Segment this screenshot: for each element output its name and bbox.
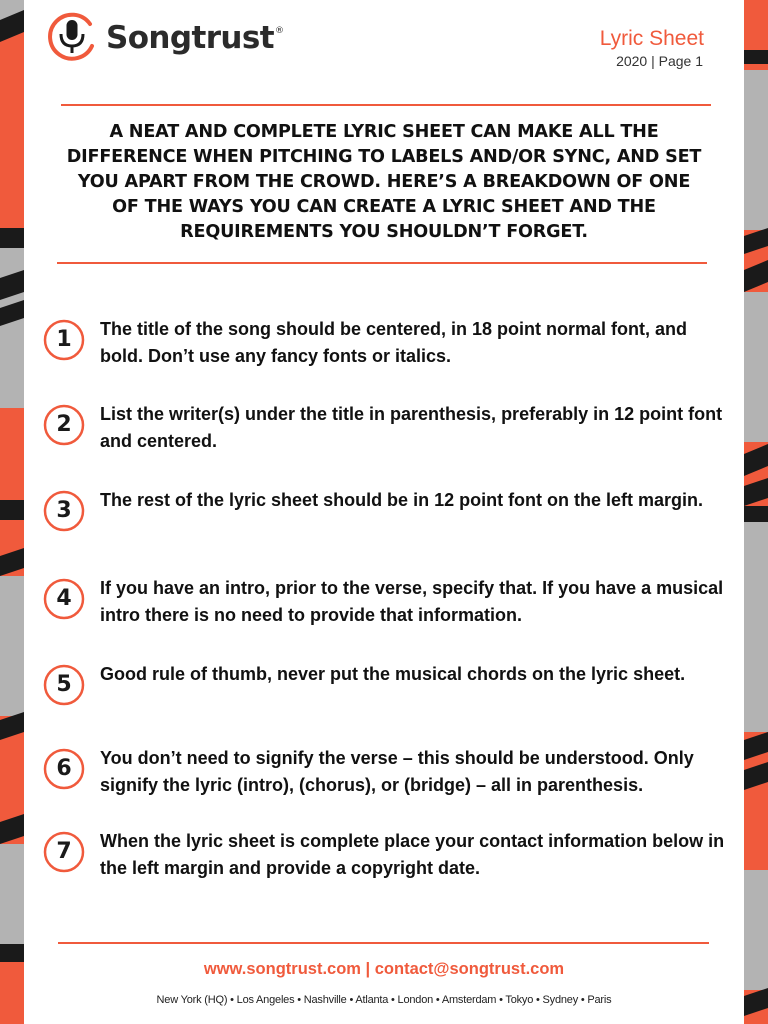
item-text: Good rule of thumb, never put the musical chords on the lyric sheet. (100, 664, 686, 684)
item-text: The rest of the lyric sheet should be in 12 point font on the left margin. (100, 490, 704, 510)
number-badge: 2 (43, 404, 81, 442)
list-item (43, 575, 733, 629)
item-text: When the lyric sheet is complete place your contact information below in the left margin and provide a copyright date. (100, 831, 725, 878)
intro-divider (57, 262, 707, 264)
list-item (43, 661, 733, 702)
right-decorative-border (744, 0, 768, 1024)
songtrust-logo (46, 10, 283, 62)
number-badge: 7 (43, 831, 81, 869)
list-item (43, 401, 733, 455)
list-item (43, 828, 733, 882)
header-divider (61, 104, 711, 106)
page-subtitle: 2020 | Page 1 (616, 53, 703, 69)
list-item (43, 316, 733, 370)
intro-paragraph: A NEAT AND COMPLETE LYRIC SHEET CAN MAKE ALL THE DIFFERENCE WHEN PITCHING TO LABELS AND/OR SYNC, AND SET YOU APART FROM THE CROWD. HERE’S A BREAKDOWN OF ONE OF THE WAYS YOU CAN CREATE A LYRIC SHEET AND THE REQUIREMENTS YOU SHOULDN’T FORGET. (66, 122, 702, 242)
microphone-icon (46, 10, 98, 62)
brand-name: Songtrust® (106, 20, 284, 56)
list-item (43, 745, 733, 799)
number-badge: 5 (43, 664, 81, 702)
item-text: You don’t need to signify the verse – this should be understood. Only signify the lyric (intro), (chorus), or (bridge) – all in parenthesis. (100, 748, 694, 795)
footer-contact-link[interactable]: www.songtrust.com | contact@songtrust.com (203, 960, 565, 978)
number-badge: 3 (43, 490, 81, 528)
number-badge: 4 (43, 578, 81, 616)
item-text: If you have an intro, prior to the verse, specify that. If you have a musical intro there is no need to provide that information. (100, 578, 724, 625)
item-text: The title of the song should be centered, in 18 point normal font, and bold. Don’t use any fancy fonts or italics. (100, 319, 688, 366)
footer-cities: New York (HQ) • Los Angeles • Nashville • Atlanta • London • Amsterdam • Tokyo • Sydney • Paris (156, 994, 612, 1006)
number-badge: 6 (43, 748, 81, 786)
item-text: List the writer(s) under the title in parenthesis, preferably in 12 point font and centered. (100, 404, 723, 451)
page-title: Lyric Sheet (599, 27, 704, 50)
list-item (43, 487, 733, 528)
footer-divider (58, 942, 709, 944)
left-decorative-border (0, 0, 24, 1024)
number-badge: 1 (43, 319, 81, 357)
